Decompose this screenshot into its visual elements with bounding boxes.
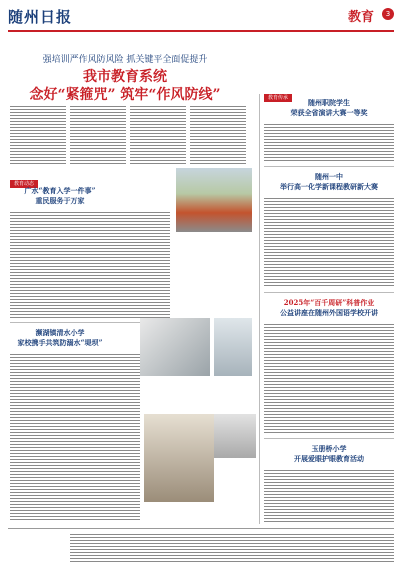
divider	[264, 438, 394, 439]
lead-kicker: 强培训严作风防风险 抓关键平全面促提升	[42, 55, 208, 65]
left-story1-title-1: 广水“教育入学一件事”	[24, 186, 96, 195]
left-story2-title-1: 濒湖镇清水小学	[35, 328, 85, 337]
photo-students	[140, 318, 210, 376]
lead-headline-1: 我市教育系统	[83, 69, 167, 85]
right-tag: 教育传承	[264, 84, 292, 103]
footer-credits	[70, 532, 394, 562]
divider	[264, 166, 394, 167]
divider	[264, 292, 394, 293]
right-story1-title-1: 随州职院学生	[308, 98, 350, 107]
photo-lab	[214, 414, 256, 458]
footer	[8, 528, 394, 564]
right-story3-title-2: 公益讲座在随州外国语学校开讲	[280, 308, 378, 317]
lead-body-col-2	[70, 104, 126, 166]
left-story1-body	[10, 210, 170, 318]
masthead	[8, 6, 394, 28]
right-story4-title-2: 开展爱眼护眼教育活动	[294, 454, 364, 463]
left-story2-title-2: 家校携手共筑防溺水“堤坝”	[17, 338, 103, 347]
right-story3-title-1: 2025年“百千周研”科普作业	[283, 298, 375, 307]
footer-rule	[8, 528, 394, 529]
left-story2-body	[10, 352, 140, 522]
left-story1-title-2: 重民服务于万家	[35, 196, 85, 205]
right-story2-body	[264, 196, 394, 288]
photo-class	[144, 414, 214, 502]
column-divider	[259, 94, 260, 524]
right-story1-body	[264, 122, 394, 162]
lead-body-col-3	[130, 104, 186, 166]
right-story3-body	[264, 322, 394, 434]
section-title: 教育	[347, 10, 374, 25]
lead-body-col-4	[190, 104, 246, 166]
photo-track	[176, 168, 252, 232]
photo-teacher	[214, 318, 252, 376]
right-story2-title-2: 举行高一化学新课程教研新大赛	[280, 182, 378, 191]
lead-headline-2: 念好“紧箍咒” 筑牢“作风防线”	[29, 87, 221, 103]
right-story2-title-1: 随州一中	[315, 172, 343, 181]
photo-caption	[176, 234, 252, 252]
page-number: 3	[382, 8, 394, 20]
top-rule	[8, 30, 394, 32]
right-story4-title-1: 玉册桥小学	[311, 444, 347, 453]
newspaper-logo: 随州日报	[8, 8, 73, 26]
right-story1-title-2: 荣获全省演讲大赛一等奖	[290, 108, 368, 117]
lead-body-col-1	[10, 104, 66, 166]
right-story4-body	[264, 468, 394, 524]
left-tag: 教育动态	[10, 170, 38, 189]
